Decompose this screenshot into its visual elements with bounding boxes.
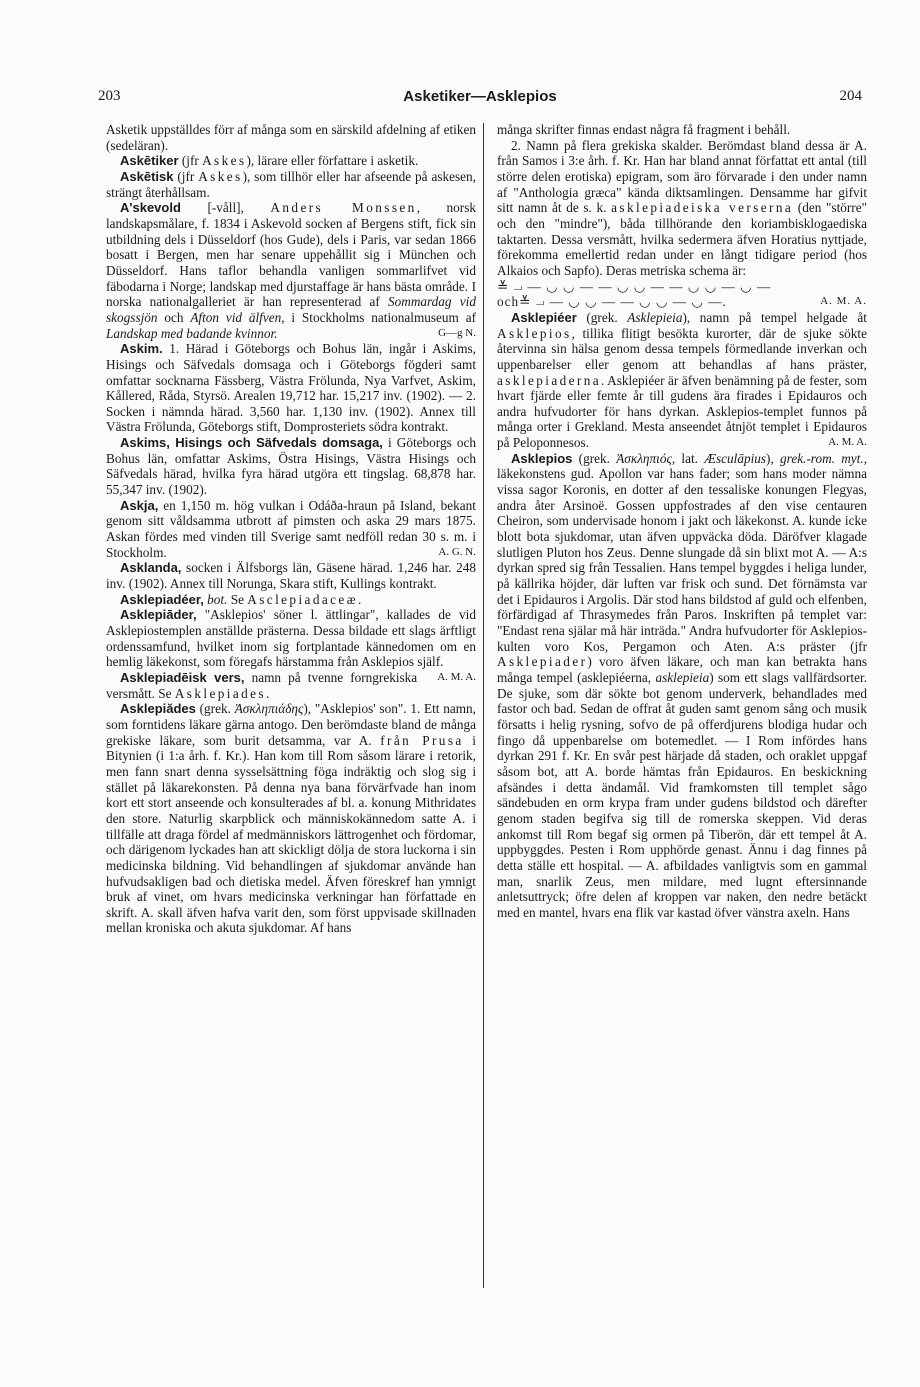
headword: Askim.: [120, 341, 163, 357]
page-number-left: 203: [98, 88, 121, 104]
author-signature: A. G. N.: [438, 545, 476, 558]
author-signature: G—g N.: [438, 326, 476, 339]
headword: Asklepiéer: [511, 309, 577, 325]
entry-asketiker: Askētiker (jfr Askes), lärare eller författare i asketik.: [120, 153, 419, 169]
entry-asklepiades-2: 2. Namn på flera grekiska skalder. Berömdast bland dessa är A. från Samos i 3:e årh. f. Kr. Han har bland annat författat ett antal (till större delen erotiska) epigram, som äro förvarade i den under namn af "Anthologia græca" kända diktsamlingen. Densamme har gifvit sitt namn åt de s. k. asklepiadeiska verserna (den "större" och den "mindre"), båda tillhörande den koriambisklogaediska taktarten. Dessa versmått, hvilka sedermera äfven Horatius nyttjade, förekomma emellertid redan under en långt tidigare period (hos Alkaios och Sapfo). Deras metriska schema är:: [497, 137, 868, 278]
author-signature: A. M. A.: [828, 436, 867, 449]
headword: Askētisk: [120, 168, 174, 184]
entry-asklepiades: Asklepiădes (grek. Ἀσκληπιάδης), "Asklepios' son". 1. Ett namn, som forntidens läkare gärna antogo. Den berömdaste bland de många grekiske läkare, som burit detsamma, var A. från Prusa i Bitynien (i 1:a årh. f. Kr.). Han kom till Rom såsom lärare i retorik, men fann snart denna sysselsättning föga indräktig och slog sig i stället på läkarekonsten. På denna nya bana förvärfvade han inom kort ett stort anseende och konsulterades af bl. a. konung Mithridates den store. Naturlig skarpblick och människokännedom satte A. i tillfälle att draga fördel af medmänniskors lättrogenhet och fördomar, och därigenom lyckades han att skickligt dölja de stora luckorna i sin medicinska bildning. Vid behandlingen af sjukdomar använde han hufvudsakligen bad och dietiska medel. Äfven föreskref han ymnigt bruk af vinet, om hvars medicinska verkningar han författade en skrift. A. skall äfven hafva varit den, som först uppvisade skillnaden mellan kroniska och akuta sjukdomar. Af hans: [106, 701, 476, 936]
headword: Asklepiădes: [120, 701, 196, 717]
entry-asketik-continuation: Asketik uppställdes förr af många som en särskild afdelning af etiken (sedeläran).: [106, 122, 476, 153]
headword: Askētiker: [120, 153, 179, 169]
right-column: [497, 122, 867, 920]
entry-askim: Askim. 1. Härad i Göteborgs och Bohus län, ingår i Askims, Hisings och Säfvedals domsaga och i Göteborgs fögderi samt omfattar socknarna Fässberg, Västra Frölunda, Nya Varfvet, Askim, Kållered, Råda, Styrsö. Arealen 19,712 har. 15,217 inv. (1902). — 2. Socken i nämnda härad. 3,560 har. 1,130 inv. (1902). Annex till Västra Frölunda, Göteborgs stift, Domprosteriets södra kontrakt.: [106, 341, 476, 435]
left-column: [106, 122, 476, 936]
headword: Asklepiadēisk vers,: [120, 669, 245, 685]
entry-asketisk: Askētisk (jfr Askes), som tillhör eller har afseende på askesen, strängt återhållsam.: [106, 168, 476, 200]
entry-asklepios: Asklepios (grek. Ἀσκληπιός, lat. Æsculāpius), grek.-rom. myt., läkekonstens gud. Apollon var hans fader; som hans moder nämna vissa sagor Koronis, en dotter af den tessaliske konungen Flegyas, andra åter Arsinoë. Gossen uppfostrades af den vise centauren Cheiron, som undervisade honom i jakt och läkekonst. A. kunde icke blott bota sjukdomar, utan äfven uppväcka döda. Däröfver klagade slutligen Pluton hos Zeus. Denne slungade då sin blixt mot A. — A:s dyrkan spred sig från Tessalien. Hans tempel byggdes i heliga lunder, på källrika höjder, där luften var frisk och sund. Det förnämsta var det i Epidauros i Argolis. Där stod hans bildstod af guld och elfenben, förfärdigad af Thrasymedes från Paros. Inskriften på templet var: "Endast rena själar må här inträda." Andra hufvudorter för Asklepios-kulten voro Kos, Pergamon och Aten. A:s präster (jfr Asklepiader) voro äfven läkare, och man kan betrakta hans många tempel (asklepiéerna, asklepieia) som ett slags vallfärdsorter. De sjuke, som där sökte bot genom underverk, behandlades med fastor och bad. Sedan de offrat åt guden samt genom sång och musik försatts i helig rysning, sofvo de på offerdjurens blodiga hudar och fingo då uppenbarelse om botemedlet. — I Rom infördes hans dyrkan 291 f. Kr. En svår pest härjade då staden, och oraklet uppgaf såsom bot, att A. borde hämtas från Epidauros. En beskickning afsändes i detta ändamål. Vid framkomsten till templet sågo sändebuden en orm krypa fram under gudens bildstod och därefter genom staden begifva sig till de romerska skeppen. Vid deras ankomst till Rom begaf sig ormen på Tiberön, där ett tempel åt A. uppbyggdes. Pesten i Rom upphörde genast. Ännu i dag finnes på detta ställe ett hospital. — A. afbildades vanligtvis som en gammal man, snarlik Zeus, men mildare, med lugnt eftersinnande anletsuttryck; öfre delen af kroppen var naken, den nedre betäckt med en mantel, hvars ena flik var kastad öfver vänstra axeln. Hans: [497, 450, 867, 920]
column-divider: [483, 123, 484, 1288]
entry-askevold: A'skevold [-våll], Anders Monssen, norsk landskapsmålare, f. 1834 i Askevold socken af Bergens stift, fick sin utbildning dels i Düsseldorf (hos Gude), dels i Paris, var sedan 1866 bosatt i Bergen, men har senare uppehållit sig i München och Düsseldorf. Hans taflor behandla vanligen sommarlifvet vid fäbodarna i Norge; landskap med djurstaffage är hans bästa område. I norska nationalgalleriet är han representerad af Sommardag vid skogssjön och Afton vid älfven, i Stockholms nationalmuseum af Landskap med badande kvinnor. G—g N.: [106, 200, 476, 341]
metrical-scheme: ≚ ⏗ — ◡ ◡ — — ◡ ◡ — — ◡ ◡ — ◡ — och≚ ⏗ — ◡ ◡ — — ◡ ◡ — ◡ —. A. M. A.: [497, 278, 867, 310]
entry-asklanda: Asklanda, socken i Älfsborgs län, Gäsene härad. 1,246 har. 248 inv. (1902). Annex till Norunga, Skara stift, Kullings kontrakt.: [106, 560, 476, 592]
entry-asklepiadeisk-vers: Asklepiadēisk vers, namn på tvenne forngrekiska versmått. Se Asklepiades.: [106, 669, 418, 701]
page-number-right: 204: [839, 88, 862, 104]
headword: Asklepiāder,: [120, 607, 197, 623]
entry-askja: Askja, en 1,150 m. hög vulkan i Odáða-hraun på Island, bekant genom sitt våldsamma utbrott af pimsten och aska 29 mars 1875. Askan fördes med vinden till Sverige samt nedföll redan 30 s. m. i Stockholm. A. G. N.: [106, 497, 476, 560]
entry-asklepiadeer: Asklepiadéer, bot. Se Asclepiadaceæ.: [120, 591, 362, 607]
headword: Asklepios: [511, 450, 573, 466]
headword: Asklanda,: [120, 560, 182, 576]
headword: Askims, Hisings och Säfvedals domsaga,: [120, 435, 383, 451]
headword: Asklepiadéer,: [120, 591, 204, 607]
entry-asklepiades-continuation: många skrifter finnas endast några få fragment i behåll.: [497, 122, 791, 137]
entry-asklepieer: Asklepiéer (grek. Asklepieia), namn på tempel helgade åt Asklepios, tillika flitigt besökta kurorter, där de sjuke sökte återvinna sin hälsa genom dessa tempels förmedlande inverkan och uppenbarelser eller genom att behandlas af hans präster, asklepiaderna. Asklepiéer är äfven benämning på de fester, som hvart fjärde eller femte år till gudens ära firades i Epidauros och andra hufvudorter för hans dyrkan. Asklepios-templet funnos på många orter i Grekland. Mesta anseendet åtnjöt templet i Epidauros på Peloponnesos. A. M. A.: [497, 309, 867, 451]
headword: A'skevold: [120, 200, 181, 216]
entry-askims-domsaga: Askims, Hisings och Säfvedals domsaga, i Göteborgs och Bohus län, omfattar Askims, Östra Hisings, Västra Hisings och Säfvedals härad, hvilka fyra härad utgöra ett tingslag. 68,878 har. 55,347 inv. (1902).: [106, 435, 476, 498]
entry-asklepiader: Asklepiāder, "Asklepios' söner l. ättlingar", kallades de vid Asklepiostemplen anställde prästerna. Dessa bildade ett slags ärftligt ordenssamfund, hvilket inom sig fortplantade kännedomen om en hemlig läkekonst, som föregafs härstamma från Asklepios själf. A. M. A.: [106, 607, 476, 670]
running-title: Asketiker—Asklepios: [403, 88, 557, 105]
headword: Askja,: [120, 497, 159, 513]
author-signature: A. M. A.: [820, 295, 867, 308]
page-header: [98, 88, 862, 112]
author-signature: A. M. A.: [437, 670, 476, 683]
